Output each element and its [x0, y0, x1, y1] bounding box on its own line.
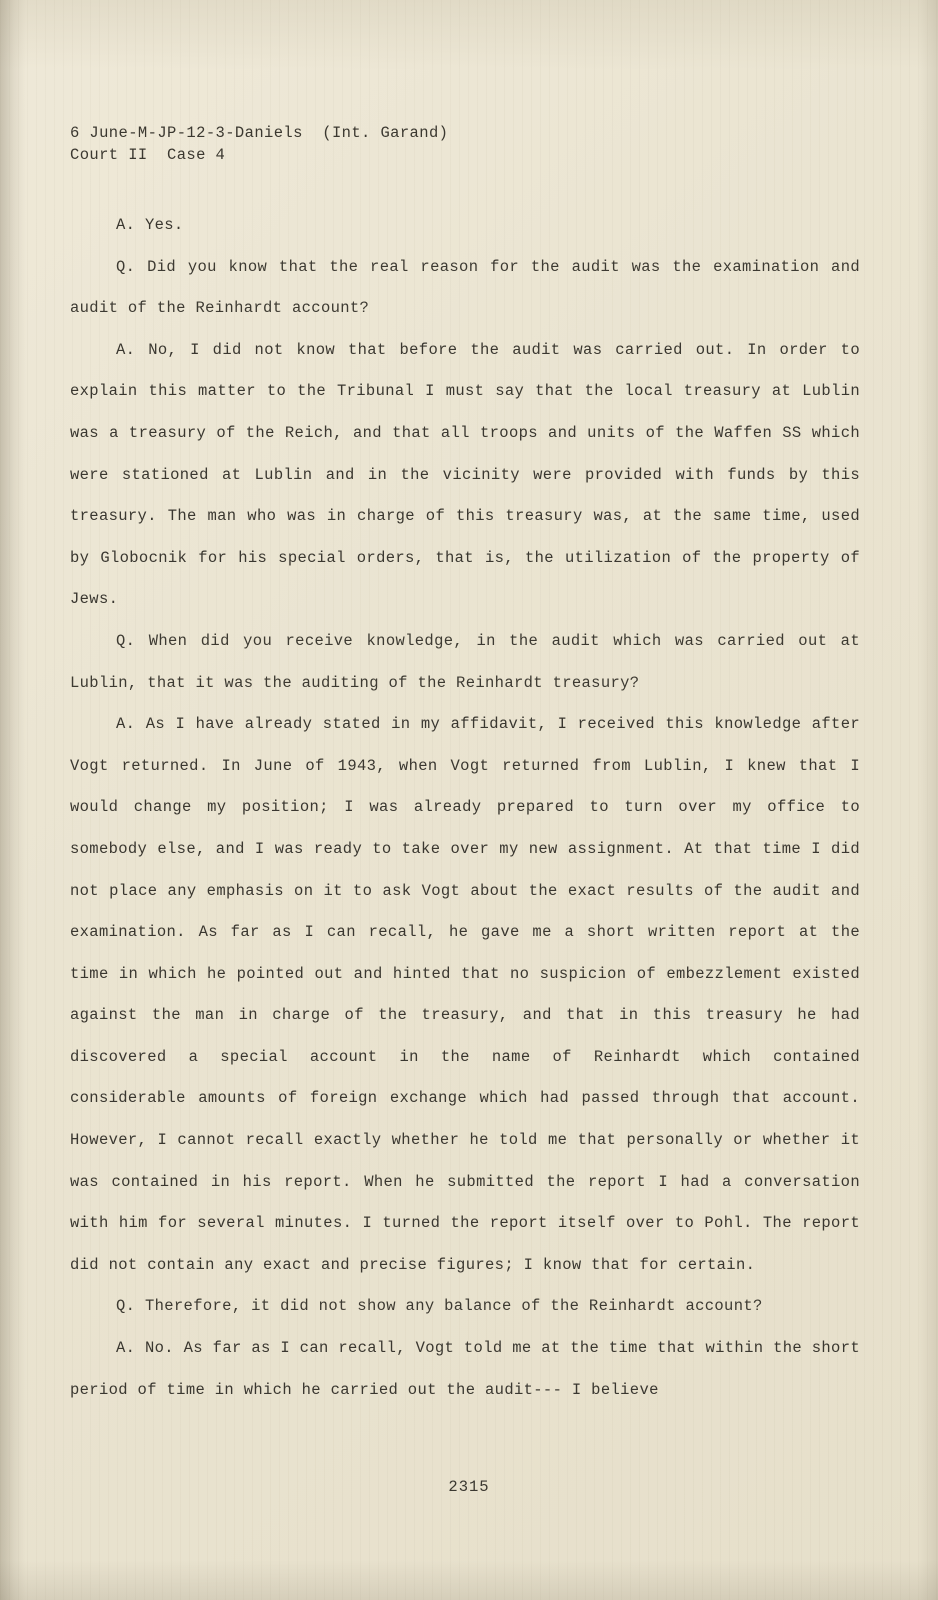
page-number: 2315: [448, 1478, 490, 1496]
transcript-paragraph: Q. When did you receive knowledge, in the audit which was carried out at Lublin, that it was the auditing of the Reinhardt treasury?: [70, 631, 860, 692]
document-header: [70, 122, 448, 166]
page-left-shadow: [0, 0, 26, 1600]
header-line-court-case: Court II Case 4: [70, 146, 226, 164]
transcript-paragraph: A. Yes.: [116, 216, 184, 234]
transcript-paragraph: A. No. As far as I can recall, Vogt told me at the time that within the short period of time in which he carried out the audit--- I believe: [70, 1339, 860, 1399]
page-bottom-shadow: [0, 1560, 938, 1600]
transcript-paragraph: Q. Therefore, it did not show any balance of the Reinhardt account?: [116, 1297, 763, 1316]
transcript-paragraph: A. As I have already stated in my affidavit, I received this knowledge after Vogt returned. In June of 1943, when Vogt returned from Lublin, I knew that I would change my position; I was already prepared to turn over my office to somebody else, and I was ready to take over my new assignment. At that time I did not place any emphasis on it to ask Vogt about the exact results of the audit and examination. As far as I can recall, he gave me a short written report at the time in which he pointed out and hinted that no suspicion of embezzlement existed against the man in charge of the treasury, and that in this treasury he had discovered a special account in the name of Reinhardt which contained considerable amounts of foreign exchange which had passed through that account. However, I cannot recall exactly whether he told me that personally or whether it was contained in his report. When he submitted the report I had a conversation with him for several minutes. I turned the report itself over to Pohl. The report did not contain any exact and precise figures; I know that for certain.: [70, 715, 860, 1274]
page-right-shadow: [918, 0, 938, 1600]
header-line-transcript-id: 6 June-M-JP-12-3-Daniels (Int. Garand): [70, 124, 449, 142]
transcript-body: [70, 205, 860, 1411]
transcript-paragraph: Q. Did you know that the real reason for the audit was the examination and audit of the Reinhardt account?: [70, 257, 860, 318]
transcript-paragraph: A. No, I did not know that before the audit was carried out. In order to explain this matter to the Tribunal I must say that the local treasury at Lublin was a treasury of the Reich, and that all troops and units of the Waffen SS which were stationed at Lublin and in the vicinity were provided with funds by this treasury. The man who was in charge of this treasury was, at the same time, used by Globocnik for his special orders, that is, the utilization of the property of Jews.: [70, 340, 860, 609]
